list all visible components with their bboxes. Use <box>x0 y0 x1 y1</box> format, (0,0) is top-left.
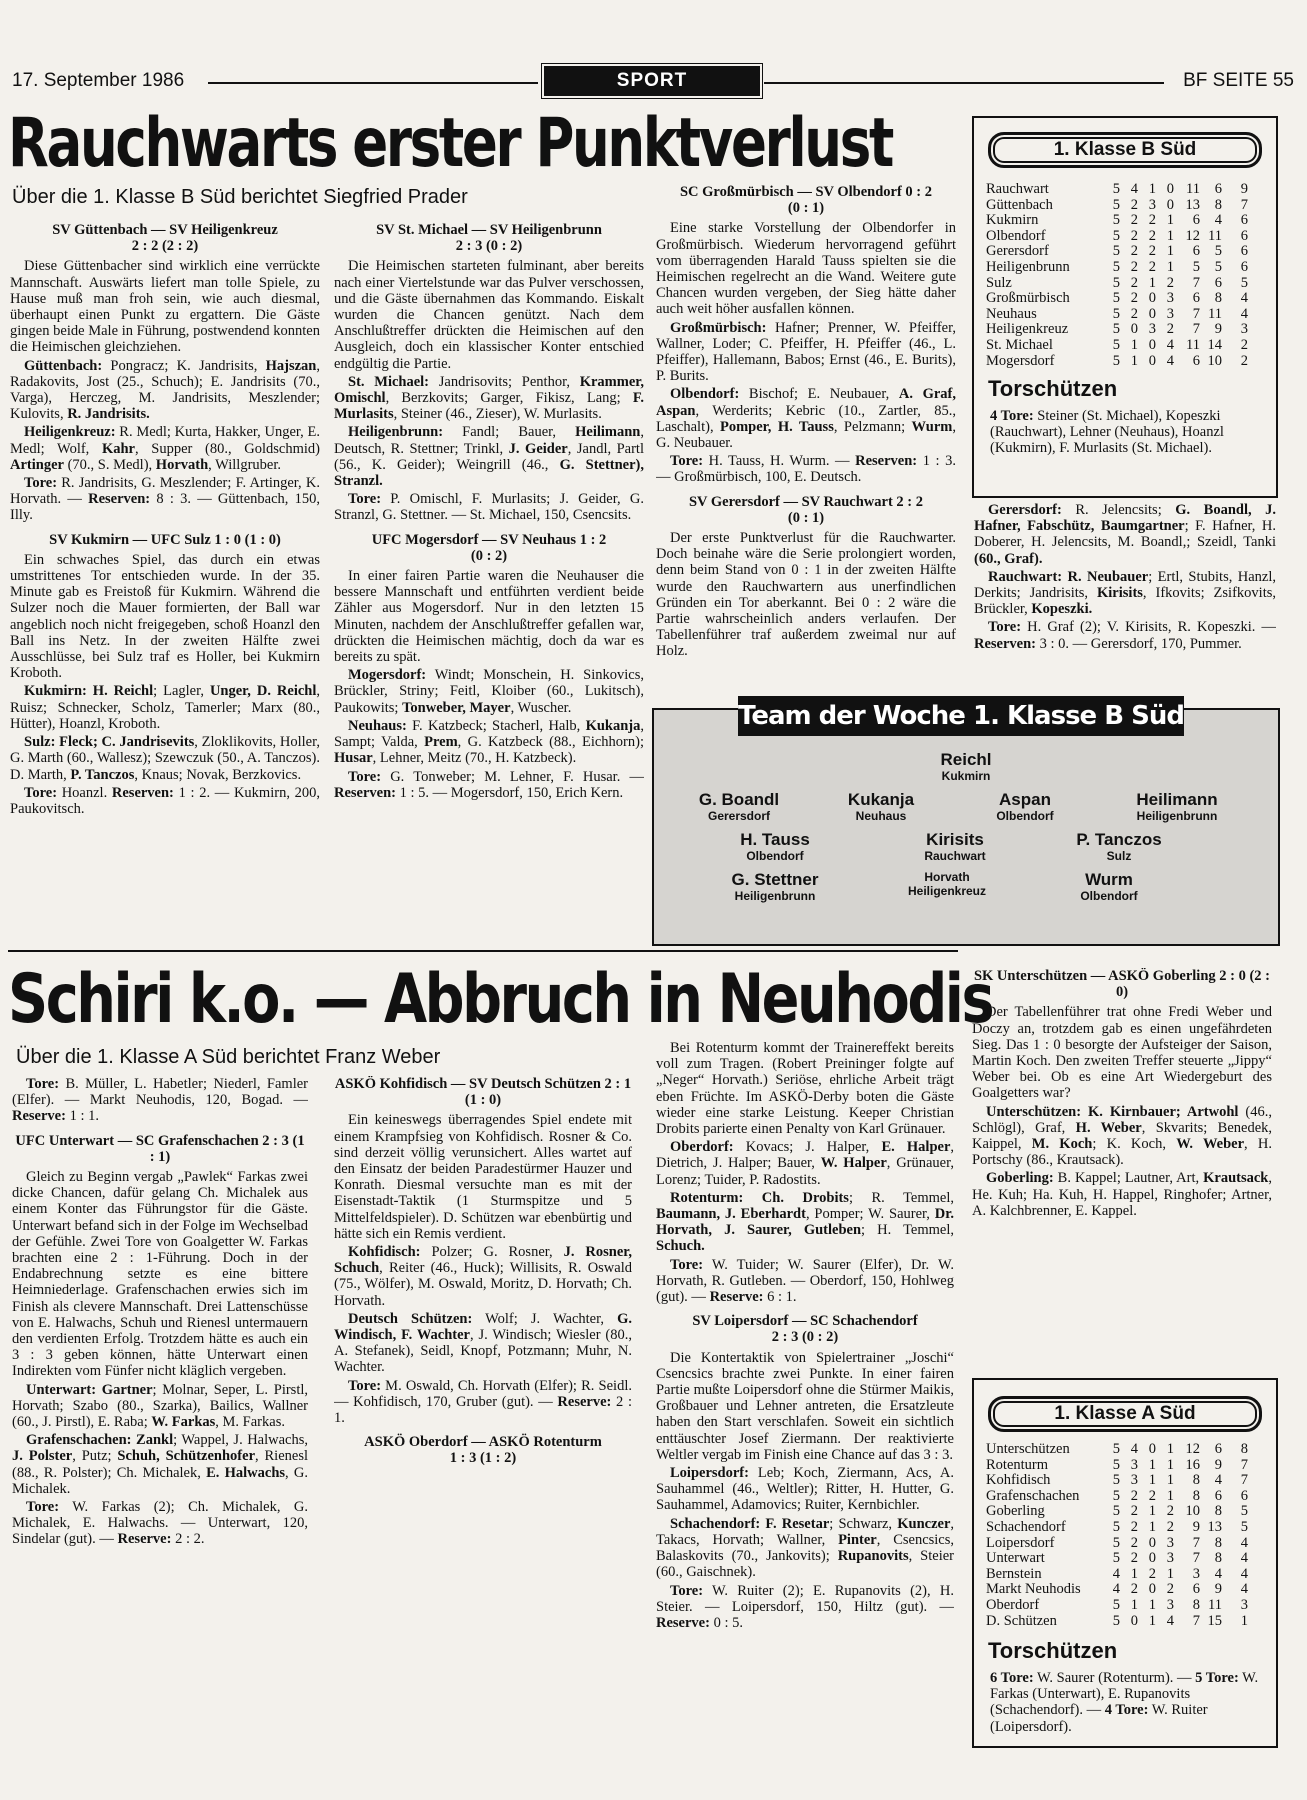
match-heading: ASKÖ Kohfidisch — SV Deutsch Schützen 2 : 1 (1 : 0) <box>334 1076 632 1109</box>
header-rule <box>208 82 538 84</box>
player-club: Olbendorf <box>996 809 1054 823</box>
standings-row: Mogersdorf 5 1 0 4 6 10 2 <box>986 352 1248 369</box>
paragraph: Rauchwart: R. Neubauer; Ertl, Stubits, Hanzl, Derkits; Jandrisits, Kirisits, Ifkovits; Zsifkovits, Brückler, Kopeszki. <box>974 568 1276 618</box>
standings-row: Neuhaus 5 2 0 3 7 11 4 <box>986 305 1248 322</box>
player-name: Aspan <box>999 790 1051 809</box>
standings-row: Olbendorf 5 2 2 1 12 11 6 <box>986 227 1248 244</box>
paragraph: Die Kontertaktik von Spielertrainer „Joschi“ Csencsics brachte zwei Punkte. In einer fairen Partie mußte Loipersdorf ohne die Stürmer Maikis, Großbauer und Lehner antreten, die Ersatzleute haben den Start verschlafen. Soweit ein sichtlich enttäuschter Josef Ziermann. Der reaktivierte Weltler vergab im Finish eine Chance auf das 3 : 3. <box>656 1349 954 1463</box>
player-club: Olbendorf <box>746 849 804 863</box>
paragraph: Tore: M. Oswald, Ch. Horvath (Elfer); R. Seidl. — Kohfidisch, 170, Gruber (gut). — Reserve: 2 : 1. <box>334 1377 632 1427</box>
match-heading: SV Güttenbach — SV Heiligenkreuz 2 : 2 (2 : 2) <box>52 222 278 255</box>
standings-row: Goberling 5 2 1 2 10 8 5 <box>986 1503 1248 1520</box>
article-1-column-2 <box>334 222 644 944</box>
team-of-week-player <box>1034 830 1204 863</box>
paragraph: Grafenschachen: Zankl; Wappel, J. Halwachs, J. Polster, Putz; Schuh, Schützenhofer, Rienesl (88., R. Polster); Ch. Michalek, E. Halwachs, G. Michalek. <box>12 1432 308 1497</box>
scorers-title-a: Torschützen <box>988 1638 1118 1663</box>
paragraph: Tore: G. Tonweber; M. Lehner, F. Husar. — Reserven: 1 : 5. — Mogersdorf, 150, Erich Kern. <box>334 768 644 801</box>
paragraph: Oberdorf: Kovacs; J. Halper, E. Halper, Dietrich, J. Halper; Bauer, W. Halper, Grünauer, Lorenz; Tuider, P. Radostits. <box>656 1139 954 1188</box>
paragraph: Heiligenbrunn: Fandl; Bauer, Heilimann, Deutsch, R. Stettner; Trinkl, J. Geider, Jandl, Partl (56., K. Geider); Weingrill (46., G. Stettner), Stranzl. <box>334 424 644 490</box>
paragraph: Rotenturm: Ch. Drobits; R. Temmel, Baumann, J. Eberhardt, Pomper; W. Saurer, Dr. Horvath, J. Saurer, Gutleben; H. Temmel, Schuch. <box>656 1189 954 1255</box>
paragraph: St. Michael: Jandrisovits; Penthor, Krammer, Omischl, Berzkovits; Garger, Fikisz, Lang; F. Murlasits, Steiner (46., Zieser), W. Murlasits. <box>334 373 644 423</box>
article-1-column-1 <box>10 222 320 944</box>
standings-box-b <box>972 116 1278 498</box>
paragraph: Loipersdorf: Leb; Koch, Ziermann, Acs, A. Sauhammel (46., Weltler); Ritter, H. Hutter, G. Sauhammel, Adamovics; Ruiter, Kernbichler. <box>656 1465 954 1514</box>
article-2-column-1 <box>12 1076 308 1756</box>
match-heading: SC Großmürbisch — SV Olbendorf 0 : 2 (0 : 1) <box>679 184 933 217</box>
player-name: G. Boandl <box>698 790 780 809</box>
team-of-week-player <box>1092 790 1262 823</box>
player-name: Reichl <box>940 750 992 769</box>
match-heading: SV St. Michael — SV Heiligenbrunn 2 : 3 (0 : 2) <box>376 222 602 255</box>
paragraph: Der Tabellenführer trat ohne Fredi Weber und Doczy an, trotzdem gab es einen ungefährdeten Sieg. Das 1 : 0 besorgte der Aufsteiger der Saison, Martin Koch. Den zweiten Treffer steuerte „Jippy“ Weber bei. Ob es eine Art Wiedergeburt des Goalgetters war? <box>972 1004 1272 1102</box>
standings-row: Unterwart 5 2 0 3 7 8 4 <box>986 1550 1248 1567</box>
standings-title-a: 1. Klasse A Süd <box>988 1396 1262 1432</box>
paragraph: Gerersdorf: R. Jelencsits; G. Boandl, J. Hafner, Fabschütz, Baumgartner; F. Hafner, H. Doberer, H. Jelencsits, M. Boandl,; Szeidl, Tanki (60., Graf). <box>974 502 1276 567</box>
standings-table-b <box>986 182 1248 369</box>
section-label: SPORT <box>544 66 760 96</box>
player-name: Heilimann <box>1136 790 1218 809</box>
paragraph: Deutsch Schützen: Wolf; J. Wachter, G. Windisch, F. Wachter, J. Windisch; Wiesler (80., A. Stefanek), Seidl, Knopf, Potzmann; Muhr, N. Wachter. <box>334 1310 632 1376</box>
scorers-text-b: 4 Tore: Steiner (St. Michael), Kopeszki (Rauchwart), Lehner (Neuhaus), Hoanzl (Kukmirn), F. Murlasits (St. Michael). <box>990 408 1224 457</box>
paragraph: Sulz: Fleck; C. Jandrisevits, Zloklikovits, Holler, G. Marth (60., Wallesz); Szewczuk (50., A. Tanczos). D. Marth, P. Tanczos, Knaus; Novak, Berzkovics. <box>10 734 320 783</box>
match-heading: ASKÖ Oberdorf — ASKÖ Rotenturm 1 : 3 (1 : 2) <box>364 1434 602 1467</box>
paragraph: Goberling: B. Kappel; Lautner, Art, Krautsack, He. Kuh; Ha. Kuh, H. Happel, Ringhofer; Artner, A. Kalchbrenner, E. Kappel. <box>972 1170 1272 1219</box>
standings-row: Kukmirn 5 2 2 1 6 4 6 <box>986 212 1248 229</box>
player-name: Kirisits <box>926 830 984 849</box>
match-heading: SV Gerersdorf — SV Rauchwart 2 : 2 (0 : 1) <box>688 493 923 526</box>
standings-row: Güttenbach 5 2 3 0 13 8 7 <box>986 196 1248 213</box>
paragraph: Tore: W. Ruiter (2); E. Rupanovits (2), H. Steier. — Loipersdorf, 150, Hiltz (gut). — Reserve: 0 : 5. <box>656 1582 954 1631</box>
standings-row: Unterschützen 5 4 0 1 12 6 8 <box>986 1441 1248 1457</box>
page-number: BF SEITE 55 <box>1183 70 1294 91</box>
standings-table-a <box>986 1442 1248 1629</box>
issue-date: 17. September 1986 <box>12 70 185 91</box>
paragraph: Tore: H. Graf (2); V. Kirisits, R. Kopeszki. — Reserven: 3 : 0. — Gerersdorf, 170, Pummer. <box>974 619 1276 652</box>
match-heading: SV Loipersdorf — SC Schachendorf 2 : 3 (0 : 2) <box>692 1313 918 1346</box>
paragraph: Tore: P. Omischl, F. Murlasits; J. Geider, G. Stranzl, G. Stettner. — St. Michael, 150, Csencsits. <box>334 491 644 524</box>
player-club: Heiligenbrunn <box>1136 809 1218 823</box>
paragraph: Olbendorf: Bischof; E. Neubauer, A. Graf, Aspan, Werderits; Kebric (10., Zartler, 85., Laschalt), Pomper, H. Tauss, Pelzmann; Wurm, G. Neubauer. <box>656 386 956 452</box>
standings-row: Sulz 5 2 1 2 7 6 5 <box>986 274 1248 291</box>
byline-2: Über die 1. Klasse A Süd berichtet Franz Weber <box>16 1046 441 1068</box>
paragraph: Mogersdorf: Windt; Monschein, H. Sinkovics, Brückler, Striny; Feitl, Kloiber (60., Lukitsch), Paukowits; Tonweber, Mayer, Wuscher. <box>334 667 644 716</box>
paragraph: Ein keineswegs überragendes Spiel endete mit einem Krampfsieg von Kohfidisch. Rosner & Co. sind derzeit völlig verunsichert. Alles wartet auf den Einsatz der beiden Paradestürmer Hauzer und Konrath. Diesmal versuchte man es mit der Eisenstadt-Taktik (1 Sturmspitze und 5 Mittelfeldspieler). D. Schützen war ebenbürtig und hätte sich ein Remis verdient. <box>334 1112 632 1242</box>
paragraph: Kukmirn: H. Reichl; Lagler, Unger, D. Reichl, Ruisz; Schnecker, Scholz, Tamerler; Marx (80., Hütter), Hoanzl, Kroboth. <box>10 683 320 732</box>
player-club: Olbendorf <box>1080 889 1138 903</box>
team-of-week-player <box>690 830 860 863</box>
paragraph: Tore: W. Tuider; W. Saurer (Elfer), Dr. W. Horvath, R. Gutleben. — Oberdorf, 150, Hohlweg (gut). — Reserve: 6 : 1. <box>656 1256 954 1306</box>
team-of-week-player <box>870 830 1040 863</box>
team-of-the-week <box>652 701 1280 946</box>
standings-row: D. Schützen 5 0 1 4 7 15 1 <box>986 1612 1248 1629</box>
player-club: Heiligenbrunn <box>734 889 816 903</box>
team-of-week-player <box>940 790 1110 823</box>
headline-2: Schiri k.o. — Abbruch in Neuhodis <box>8 960 993 1039</box>
standings-row: St. Michael 5 1 0 4 11 14 2 <box>986 336 1248 353</box>
paragraph: Diese Güttenbacher sind wirklich eine verrückte Mannschaft. Auswärts liefert man tolle Spiele, zu Hause muß man froh sein, wie auch diesmal, überhaupt einen Punkt zu ergattern. Die Gäste gingen beide Male in Führung, postwendend konnten die Heimischen gleichziehen. <box>10 258 320 356</box>
paragraph: Großmürbisch: Hafner; Prenner, W. Pfeiffer, Wallner, Loder; C. Pfeiffer, H. Pfeiffer (46., L. Pfeiffer), Hallemann, Babos; Ernst (46., E. Burits), P. Burits. <box>656 319 956 385</box>
paragraph: Kohfidisch: Polzer; G. Rosner, J. Rosner, Schuch, Reiter (46., Huck); Willisits, R. Oswald (75., Wölfer), M. Oswald, Moritz, D. Horvath; Ch. Horvath. <box>334 1244 632 1309</box>
paragraph: Tore: Hoanzl. Reserven: 1 : 2. — Kukmirn, 200, Paukovitsch. <box>10 784 320 817</box>
player-club: Horvath <box>924 870 970 884</box>
paragraph: Der erste Punktverlust für die Rauchwarter. Doch beinahe wäre die Serie prolongiert worden, denn beim Stand von 0 : 1 in der zweiten Hälfte wurde den Rauchwartern aus unerfindlichen Gründen ein Tor aberkannt. Bei 0 : 2 wäre die Partie wahrscheinlich anders verlaufen. Der Tabellenführer traf außerdem zweimal nur auf Holz. <box>656 530 956 660</box>
paragraph: Die Heimischen starteten fulminant, aber bereits nach einer Viertelstunde war das Pulver verschossen, und die Gäste übernahmen das Kommando. Eiskalt wurden die Chancen genützt. Nach dem Anschlußtreffer drückten die Heimischen auf den Ausgleich, doch ein klassischer Konter entschied endgültig die Partie. <box>334 258 644 372</box>
team-of-week-player <box>1024 870 1194 903</box>
player-name: P. Tanczos <box>1076 830 1162 849</box>
paragraph: Bei Rotenturm kommt der Trainereffekt bereits voll zum Tragen. (Robert Preininger folgte auf „Neger“ Horvath.) Seriöse, ehrliche Arbeit trägt eben Früchte. Im ASKÖ-Derby boten die Gäste wieder eine starke Leistung. Keeper Christian Drobits parierte einen Penalty von Karl Grünauer. <box>656 1040 954 1138</box>
standings-row: Bernstein 4 1 2 1 3 4 4 <box>986 1565 1248 1582</box>
team-of-week-title: Team der Woche 1. Klasse B Süd <box>738 696 1184 736</box>
paragraph: Ein schwaches Spiel, das durch ein etwas umstrittenes Tor entschieden wurde. In der 35. Minute gab es Freistoß für Kukmirn. Während die Sulzer noch die Mauer formierten, der Ball war angeblich noch nicht freigegeben, schoß Hoanzl den Ball ins Netz. In der zweiten Hälfte zwei Ausschlüsse, bei Sulz traf es Holler, bei Kukmirn Kroboth. <box>10 551 320 682</box>
article-1-column-4 <box>974 502 1276 694</box>
standings-row: Kohfidisch 5 3 1 1 8 4 7 <box>986 1472 1248 1489</box>
standings-row: Heiligenkreuz 5 0 3 2 7 9 3 <box>986 321 1248 338</box>
paragraph: Tore: H. Tauss, H. Wurm. — Reserven: 1 : 3. — Großmürbisch, 100, E. Deutsch. <box>656 453 956 486</box>
article-2-column-3 <box>656 1040 954 1756</box>
article-2-column-4 <box>972 968 1272 1308</box>
standings-row: Grafenschachen 5 2 2 1 8 6 6 <box>986 1487 1248 1504</box>
paragraph: Tore: R. Jandrisits, G. Meszlender; F. Artinger, K. Horvath. — Reserven: 8 : 3. — Güttenbach, 150, Illy. <box>10 475 320 524</box>
article-2-column-2 <box>334 1076 632 1756</box>
paragraph: Unterschützen: K. Kirnbauer; Artwohl (46., Schlögl), Graf, H. Weber, Skvarits; Benedek, Kaippel, M. Koch; K. Koch, W. Weber, H. Portschy (86., Krautsack). <box>972 1103 1272 1169</box>
paragraph: Heiligenkreuz: R. Medl; Kurta, Hakker, Unger, E. Medl; Wolf, Kahr, Supper (80., Goldschmid) Artinger (70., S. Medl), Horvath, Willgruber. <box>10 424 320 473</box>
match-heading: UFC Mogersdorf — SV Neuhaus 1 : 2 (0 : 2) <box>371 531 607 564</box>
paragraph: Schachendorf: F. Resetar; Schwarz, Kunczer, Takacs, Horvath; Wallner, Pinter, Csencsics, Balaskovits (70., Jankovits); Rupanovits, Steier (60., Gaischnek). <box>656 1515 954 1581</box>
player-club: Heiligenkreuz <box>907 884 987 898</box>
headline-1: Rauchwarts erster Punktverlust <box>8 104 892 183</box>
player-name: Kukanja <box>847 790 915 809</box>
standings-row: Markt Neuhodis 4 2 0 2 6 9 4 <box>986 1581 1248 1598</box>
team-of-week-player <box>862 870 1032 898</box>
player-club: Kukmirn <box>941 769 991 783</box>
paragraph: Unterwart: Gartner; Molnar, Seper, L. Pirstl, Horvath; Szabo (80., Szarka), Bailics, Wallner (60., J. Pirstl), E. Raba; W. Farkas, M. Farkas. <box>12 1381 308 1431</box>
paragraph: In einer fairen Partie waren die Neuhauser die bessere Mannschaft und entführten verdient beide Zähler aus Mogersdorf. Nur in den letzten 15 Minuten, nachdem der Anschlußtreffer gefallen war, drückten die Heimischen mächtig, doch da war es bereits zu spät. <box>334 568 644 666</box>
byline-1: Über die 1. Klasse B Süd berichtet Siegfried Prader <box>12 186 468 208</box>
standings-row: Heiligenbrunn 5 2 2 1 5 5 6 <box>986 258 1248 275</box>
paragraph: Eine starke Vorstellung der Olbendorfer in Großmürbisch. Wiederum hervorragend geführt vom überragenden Harald Tauss spielten sie die Heimischen regelrecht an die Wand. Weitere gute Chancen wurden vergeben, der Sieg hätte daher auch weit höher ausfallen können. <box>656 220 956 318</box>
standings-row: Rauchwart 5 4 1 0 11 6 9 <box>986 181 1248 197</box>
match-heading: SK Unterschützen — ASKÖ Goberling 2 : 0 (2 : 0) <box>973 968 1271 1001</box>
standings-row: Großmürbisch 5 2 0 3 6 8 4 <box>986 290 1248 307</box>
match-heading: SV Kukmirn — UFC Sulz 1 : 0 (1 : 0) <box>49 531 281 548</box>
scorers-title-b: Torschützen <box>988 376 1118 401</box>
team-of-week-player <box>690 870 860 903</box>
standings-row: Rotenturm 5 3 1 1 16 9 7 <box>986 1456 1248 1473</box>
player-name: H. Tauss <box>740 830 810 849</box>
standings-box-a <box>972 1378 1278 1748</box>
paragraph: Tore: W. Farkas (2); Ch. Michalek, G. Michalek, E. Halwachs. — Unterwart, 120, Sindelar (gut). — Reserve: 2 : 2. <box>12 1499 308 1548</box>
paragraph: Güttenbach: Pongracz; K. Jandrisits, Hajszan, Radakovits, Jost (25., Schuch); E. Jandrisits (70., Varga), Herczeg, M. Jandrisits, Meszlender; Kulovits, R. Jandrisits. <box>10 357 320 423</box>
scorers-text-a: 6 Tore: W. Saurer (Rotenturm). — 5 Tore: W. Farkas (Unterwart), E. Rupanovits (Schachendorf). — 4 Tore: W. Ruiter (Loipersdorf). <box>990 1670 1259 1735</box>
standings-row: Oberdorf 5 1 1 3 8 11 3 <box>986 1596 1248 1613</box>
team-of-week-player <box>881 750 1051 783</box>
match-heading: UFC Unterwart — SC Grafenschachen 2 : 3 (1 : 1) <box>15 1132 305 1165</box>
header-rule <box>764 82 1164 84</box>
article-1-column-3 <box>656 184 956 694</box>
paragraph: Neuhaus: F. Katzbeck; Stacherl, Halb, Kukanja, Sampt; Valda, Prem, G. Katzbeck (88., Eichhorn); Husar, Lehner, Meitz (70., H. Katzbeck). <box>334 717 644 767</box>
standings-row: Loipersdorf 5 2 0 3 7 8 4 <box>986 1534 1248 1551</box>
player-club: Sulz <box>1106 849 1132 863</box>
player-club: Rauchwart <box>924 849 986 863</box>
paragraph: Tore: B. Müller, L. Habetler; Niederl, Famler (Elfer). — Markt Neuhodis, 120, Bogad. — Reserve: 1 : 1. <box>12 1076 308 1125</box>
player-club: Gerersdorf <box>707 809 771 823</box>
player-club: Neuhaus <box>855 809 907 823</box>
standings-row: Gerersdorf 5 2 2 1 6 5 6 <box>986 243 1248 260</box>
section-divider <box>8 950 958 952</box>
standings-title-b: 1. Klasse B Süd <box>988 132 1262 168</box>
page-header <box>8 66 1298 96</box>
paragraph: Gleich zu Beginn vergab „Pawlek“ Farkas zwei dicke Chancen, dafür gelang Ch. Michalek aus einem Konter das Führungstor für die Gäste. Unterwart befand sich in der Folge im Wechselbad der Gefühle. Zwei Tore von Goalgetter W. Farkas brachten eine 2 : 1-Führung. Doch in der Endabrechnung setzte es eine bittere Heimniederlage. Grafenschachen erwies sich im Finish als clevere Mannschaft. Drei Lattenschüsse von E. Halwachs, Schuh und Rienesl untermauern den verdienten Erfolg. Trotzdem hätte es auch ein 3 : 3 geben können, hätte Unterwart einen Indirekten vom Fünfer nicht kläglich vergeben. <box>12 1169 308 1380</box>
player-name: Wurm <box>1085 870 1133 889</box>
standings-row: Schachendorf 5 2 1 2 9 13 5 <box>986 1518 1248 1535</box>
player-name: G. Stettner <box>731 870 819 889</box>
